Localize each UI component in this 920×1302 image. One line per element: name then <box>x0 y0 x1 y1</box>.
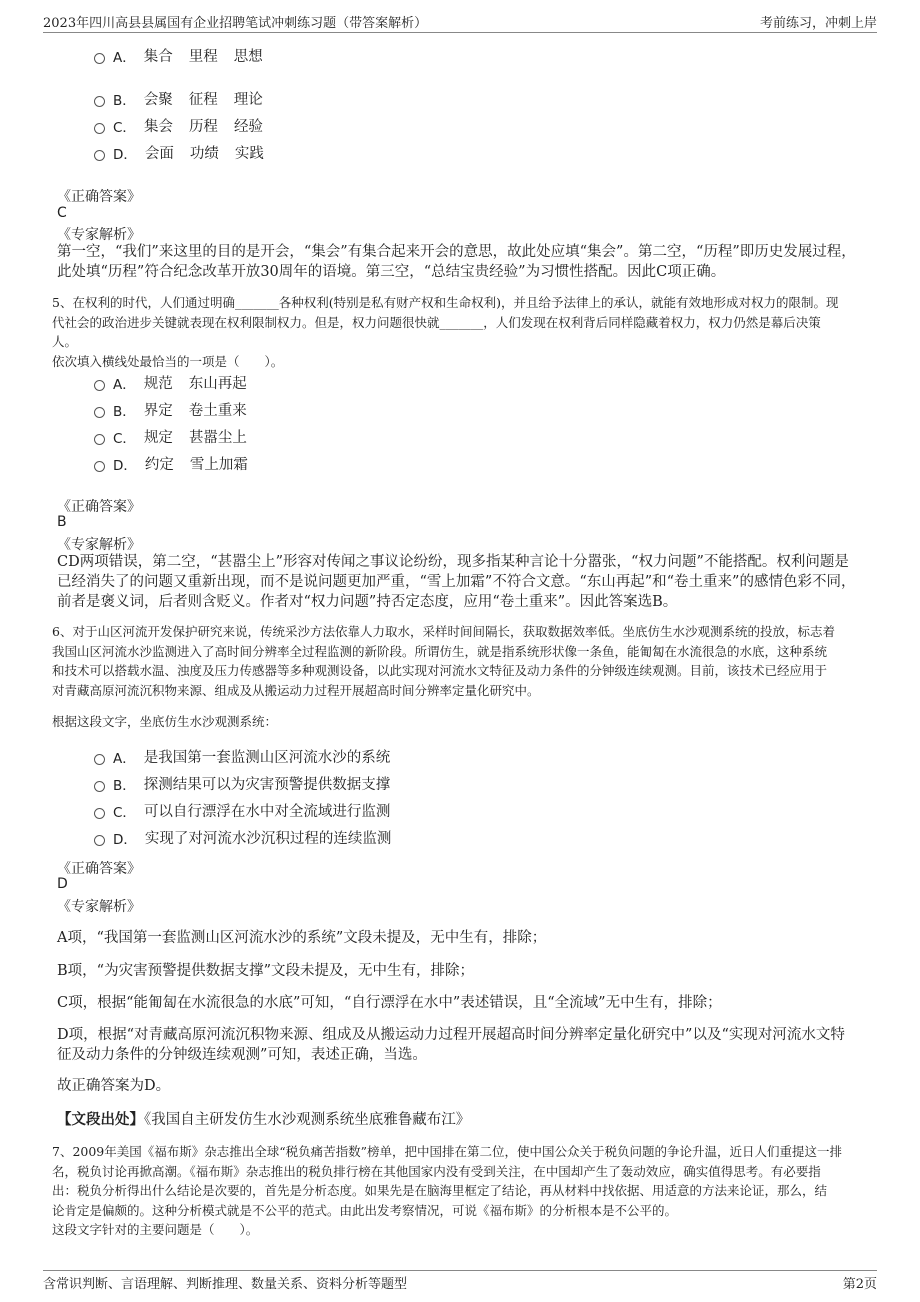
analysis-text <box>57 242 868 282</box>
correct-answer: B <box>57 514 67 530</box>
question-6-prompt: 根据这段文字，坐底仿生水沙观测系统： <box>52 714 278 729</box>
radio-button-icon[interactable] <box>94 835 105 846</box>
option-letter: A． <box>113 49 136 66</box>
option-word: 规范 <box>143 376 173 392</box>
option-letter: A． <box>113 376 136 393</box>
correct-answer: C <box>57 205 67 221</box>
page-number: 第2页 <box>842 1277 877 1292</box>
option-word: 会聚 <box>143 92 173 108</box>
document-title: 2023年四川高县县属国有企业招聘笔试冲刺练习题（带答案解析） <box>43 16 428 31</box>
page-footer <box>43 1270 877 1293</box>
option-word: 征程 <box>188 92 218 108</box>
radio-button-icon[interactable] <box>94 808 105 819</box>
answer-label: 《正确答案》 <box>57 499 141 515</box>
question-5-stem <box>52 293 872 371</box>
stem-line: 和技术可以搭载水温、浊度及压力传感器等多种观测设备，以此实现对河流水文特征及动力条件的分钟级连续观测。目前，该技术已经应用于 <box>52 663 828 678</box>
option-letter: B． <box>113 92 136 109</box>
option-a[interactable] <box>94 372 263 393</box>
option-letter: C． <box>113 804 136 821</box>
option-letter: D． <box>113 457 137 474</box>
analysis-line: CD两项错误，第二空，“甚嚣尘上”形容对传闻之事议论纷纷，现多指某种言论十分嚣张，“权力问题”不能搭配。权利问题是 <box>57 554 849 570</box>
analysis-a: A项，“我国第一套监测山区河流水沙的系统”文段未提及，无中生有，排除； <box>57 930 547 946</box>
radio-button-icon[interactable] <box>94 754 105 765</box>
option-d[interactable] <box>94 453 264 474</box>
analysis-d <box>57 1025 868 1065</box>
header-slogan: 考前练习，冲刺上岸 <box>759 16 877 31</box>
analysis-b: B项，“为灾害预警提供数据支撑”文段未提及，无中生有，排除； <box>57 963 474 979</box>
stem-line: 代社会的政治进步关键就表现在权利限制权力。但是，权力问题很快就_______，人们发现在权利背后同样隐藏着权力，权力仍然是幕后决策 <box>52 314 821 330</box>
option-c[interactable] <box>94 800 406 821</box>
option-d[interactable] <box>94 142 280 163</box>
analysis-c: C项，根据“能匍匐在水流很急的水底”可知，“自行漂浮在水中”表述错误，且“全流域”无中生有，排除； <box>57 995 722 1011</box>
analysis-line: D项，根据“对青藏高原河流沉积物来源、组成及从搬运动力过程开展超高时间分辨率定量化研究中”以及“实现对河流水文特 <box>57 1027 845 1043</box>
answer-label: 《正确答案》 <box>57 189 141 205</box>
source <box>57 1108 470 1129</box>
footer-subjects: 含常识判断、言语理解、判断推理、数量关系、资料分析等题型 <box>43 1277 408 1292</box>
answer-label: 《正确答案》 <box>57 861 141 877</box>
option-word: 雪上加霜 <box>189 457 248 473</box>
option-c[interactable] <box>94 115 279 136</box>
option-word: 思想 <box>233 49 263 65</box>
option-word: 经验 <box>233 119 263 135</box>
question-7-stem <box>52 1142 872 1240</box>
question-6-stem <box>52 622 872 700</box>
analysis-line: 已经消失了的问题又重新出现，而不是说问题更加严重，“雪上加霜”不符合文意。“东山再起”和“卷土重来”的感情色彩不同， <box>57 574 856 590</box>
option-word: 里程 <box>188 49 218 65</box>
option-b[interactable] <box>94 88 279 109</box>
stem-line: 人。 <box>52 334 78 349</box>
analysis-line: 此处填“历程”符合纪念改革开放30周年的语境。第三空，“总结宝贵经验”为习惯性搭配。因此C项正确。 <box>57 264 726 280</box>
radio-button-icon[interactable] <box>94 96 105 107</box>
stem-line: 依次填入横线处最恰当的一项是（ ）。 <box>52 353 284 369</box>
option-word: 历程 <box>188 119 218 135</box>
option-word: 约定 <box>144 457 174 473</box>
option-letter: D． <box>113 831 137 848</box>
option-word: 卷土重来 <box>188 403 247 419</box>
conclusion: 故正确答案为D。 <box>57 1078 171 1094</box>
option-d[interactable] <box>94 827 407 848</box>
analysis-label: 《专家解析》 <box>57 227 141 243</box>
radio-button-icon[interactable] <box>94 461 105 472</box>
option-letter: B． <box>113 777 136 794</box>
option-word: 探测结果可以为灾害预警提供数据支撑 <box>143 777 391 793</box>
stem-line: 6、对于山区河流开发保护研究来说，传统采沙方法依靠人力取水，采样时间间隔长，获取数据效率低。坐底仿生水沙观测系统的投放，标志着 <box>52 624 835 639</box>
option-word: 界定 <box>143 403 173 419</box>
analysis-line: 前者是褒义词，后者则含贬义。作者对“权力问题”持否定态度，应用“卷土重来”。因此答案选B。 <box>57 594 678 610</box>
option-word: 东山再起 <box>188 376 247 392</box>
analysis-line: 第一空，“我们”来这里的目的是开会，“集会”有集合起来开会的意思，故此处应填“集会”。第二空，“历程”即历史发展过程， <box>57 244 856 260</box>
analysis-label: 《专家解析》 <box>57 899 141 915</box>
option-word: 甚嚣尘上 <box>188 430 247 446</box>
stem-line: 我国山区河流水沙监测进入了高时间分辨率全过程监测的新阶段。所谓仿生，就是指系统形状像一条鱼，能匍匐在水流很急的水底，这种系统 <box>52 643 828 659</box>
option-a[interactable] <box>94 45 279 66</box>
stem-line: 5、在权利的时代，人们通过明确_______各种权利(特别是私有财产权和生命权利)，并且给予法律上的承认，就能有效地形成对权力的限制。现 <box>52 295 839 310</box>
option-word: 实践 <box>234 146 264 162</box>
radio-button-icon[interactable] <box>94 380 105 391</box>
option-word: 规定 <box>143 430 173 446</box>
option-c[interactable] <box>94 426 263 447</box>
analysis-line: 征及动力条件的分钟级连续观测”可知，表述正确，当选。 <box>57 1047 427 1063</box>
radio-button-icon[interactable] <box>94 781 105 792</box>
stem-line: 7、2009年美国《福布斯》杂志推出全球“税负痛苦指数”榜单，把中国排在第二位，使中国公众关于税负问题的争论升温，近日人们重提这一排 <box>52 1144 843 1159</box>
option-b[interactable] <box>94 399 263 420</box>
option-a[interactable] <box>94 746 406 767</box>
stem-line: 论肯定是偏颇的。这种分析模式就是不公平的范式。由此出发考察情况，可说《福布斯》的分析根本是不公平的。 <box>52 1202 678 1218</box>
option-letter: D． <box>113 146 137 163</box>
option-word: 会面 <box>144 146 174 162</box>
option-b[interactable] <box>94 773 406 794</box>
source-label: 【文段出处】 <box>57 1111 144 1128</box>
option-word: 集合 <box>143 49 173 65</box>
option-word: 实现了对河流水沙沉积过程的连续监测 <box>144 831 392 847</box>
radio-button-icon[interactable] <box>94 53 105 64</box>
option-word: 理论 <box>233 92 263 108</box>
stem-line: 名，税负讨论再掀高潮。《福布斯》杂志推出的税负排行榜在其他国家内没有受到关注，在中国却产生了轰动效应，确实值得思考。有必要指 <box>52 1163 821 1179</box>
option-letter: C． <box>113 119 136 136</box>
source-title: 《我国自主研发仿生水沙观测系统坐底雅鲁藏布江》 <box>144 1112 471 1128</box>
option-letter: A． <box>113 750 136 767</box>
option-letter: C． <box>113 430 136 447</box>
radio-button-icon[interactable] <box>94 123 105 134</box>
option-word: 功绩 <box>189 146 219 162</box>
option-word: 是我国第一套监测山区河流水沙的系统 <box>143 750 391 766</box>
radio-button-icon[interactable] <box>94 434 105 445</box>
radio-button-icon[interactable] <box>94 407 105 418</box>
option-word: 可以自行漂浮在水中对全流域进行监测 <box>143 804 391 820</box>
option-letter: B． <box>113 403 136 420</box>
page-header <box>43 10 877 33</box>
stem-line: 出：税负分析得出什么结论是次要的，首先是分析态度。如果先是在脑海里框定了结论，再从材料中找依据、用适意的方法来论证，那么，结 <box>52 1183 828 1198</box>
analysis-label: 《专家解析》 <box>57 537 141 553</box>
radio-button-icon[interactable] <box>94 150 105 161</box>
stem-line: 对青藏高原河流沉积物来源、组成及从搬运动力过程开展超高时间分辨率定量化研究中。 <box>52 682 540 698</box>
correct-answer: D <box>57 876 68 892</box>
analysis-text <box>57 552 868 612</box>
option-word: 集会 <box>143 119 173 135</box>
stem-line: 这段文字针对的主要问题是（ ）。 <box>52 1222 259 1237</box>
